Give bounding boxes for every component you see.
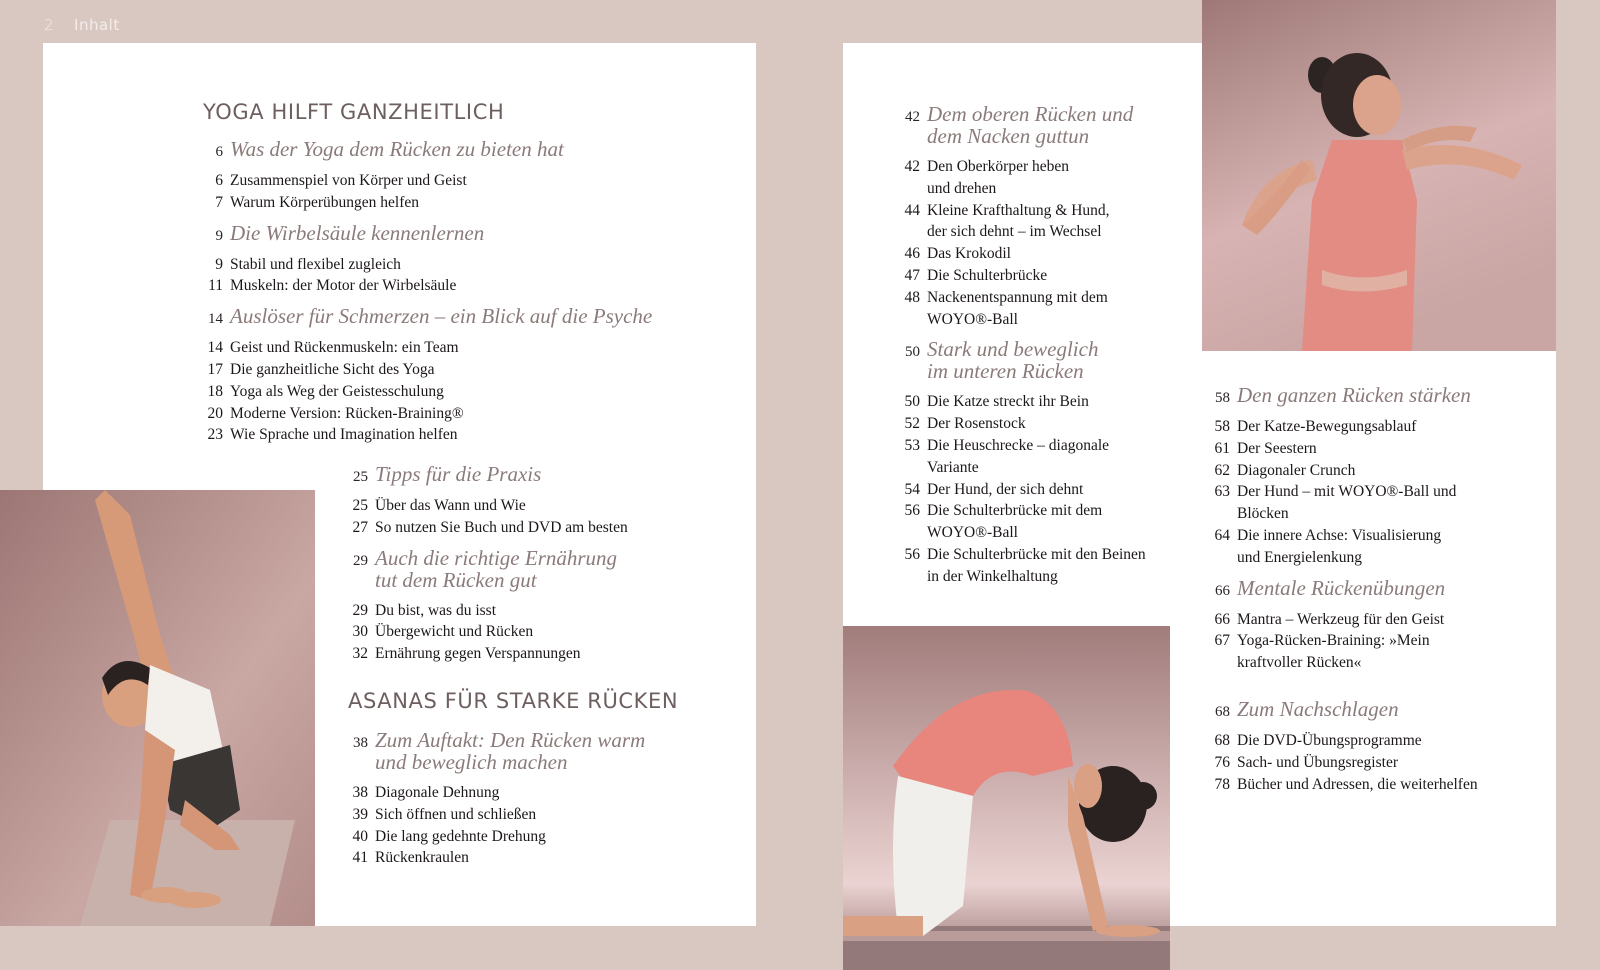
- chapter-title: Dem oberen Rücken und dem Nacken guttun: [927, 102, 1134, 148]
- chapter-page: 38: [353, 734, 368, 751]
- entry-page: 14: [207, 339, 223, 357]
- toc-entry[interactable]: [197, 424, 703, 446]
- entry-title: Stabil und flexibel zugleich: [230, 255, 401, 273]
- chapter-heading[interactable]: [1204, 577, 1524, 600]
- chapter-page: 25: [353, 469, 368, 485]
- entry-page: 44: [904, 201, 920, 219]
- entry-title: Der Rosenstock: [927, 415, 1026, 433]
- toc-entry[interactable]: [894, 156, 1184, 200]
- toc-entry[interactable]: [342, 495, 708, 517]
- entry-title: Der Katze-Bewegungsablauf: [1237, 418, 1417, 435]
- entry-title: Bücher und Adressen, die weiterhelfen: [1237, 775, 1478, 793]
- chapter-heading[interactable]: [1204, 698, 1524, 721]
- toc-entry[interactable]: [894, 243, 1184, 265]
- chapter-heading[interactable]: [342, 463, 708, 486]
- chapter-page: 29: [353, 552, 368, 569]
- toc-entry[interactable]: [894, 479, 1184, 501]
- entry-title: Die Heuschrecke – diagonale Variante: [927, 436, 1110, 476]
- entry-page: 58: [1214, 418, 1230, 435]
- entry-page: 9: [215, 255, 223, 273]
- entry-page: 30: [352, 623, 368, 641]
- entry-title: Der Hund, der sich dehnt: [927, 480, 1084, 498]
- chapter-heading[interactable]: [894, 338, 1184, 382]
- entry-title: Diagonaler Crunch: [1237, 461, 1356, 479]
- toc-entry[interactable]: [197, 254, 703, 276]
- entry-page: 39: [352, 805, 368, 823]
- entry-title: Der Hund – mit WOYO®-Ball und Blöcken: [1237, 483, 1457, 523]
- chapter-heading[interactable]: [894, 103, 1184, 147]
- chapter-title: Tipps für die Praxis: [375, 462, 542, 486]
- entry-page: 66: [1214, 610, 1230, 628]
- toc-entry[interactable]: [1204, 460, 1524, 482]
- chapter-page: 50: [905, 344, 920, 361]
- chapter-title: Was der Yoga dem Rücken zu bieten hat: [230, 137, 564, 161]
- entry-title: Nackenentspannung mit dem WOYO®-Ball: [927, 288, 1108, 328]
- woman-cat-pose-photo: [843, 626, 1170, 970]
- entry-page: 46: [904, 245, 920, 263]
- toc-entry[interactable]: [894, 391, 1184, 413]
- toc-entry[interactable]: [342, 847, 708, 869]
- entry-page: 25: [352, 497, 368, 514]
- toc-entry[interactable]: [1204, 609, 1524, 631]
- chapter-title: Die Wirbelsäule kennenlernen: [230, 220, 485, 245]
- entry-title: Übergewicht und Rücken: [375, 623, 534, 641]
- toc-entry[interactable]: [894, 413, 1184, 435]
- chapter-title: Mentale Rückenübungen: [1237, 575, 1446, 600]
- entry-title: Kleine Krafthaltung & Hund, der sich dehnt – im Wechsel: [927, 201, 1110, 241]
- entry-page: 32: [352, 645, 368, 663]
- entry-page: 56: [904, 502, 920, 520]
- entry-title: Die Katze streckt ihr Bein: [927, 393, 1089, 411]
- entry-page: 53: [904, 436, 920, 454]
- toc-entry[interactable]: [197, 337, 703, 359]
- toc-entry[interactable]: [197, 170, 703, 192]
- man-side-stretch-yoga-photo: [0, 490, 315, 926]
- entry-title: Rückenkraulen: [375, 849, 469, 867]
- chapter-heading[interactable]: [342, 729, 708, 773]
- entry-title: Die innere Achse: Visualisierung und Energielenkung: [1237, 526, 1442, 566]
- entry-title: Sach- und Übungsregister: [1237, 753, 1398, 771]
- entry-page: 68: [1214, 731, 1230, 749]
- chapter-page: 42: [905, 109, 920, 125]
- page-number: 2: [44, 16, 55, 34]
- toc-entry[interactable]: [894, 500, 1184, 544]
- entry-page: 48: [904, 288, 920, 306]
- entry-page: 62: [1214, 461, 1230, 479]
- entry-page: 64: [1214, 526, 1230, 544]
- toc-entry[interactable]: [1204, 416, 1524, 438]
- entry-page: 40: [352, 827, 368, 845]
- entry-title: Moderne Version: Rücken-Braining®: [230, 404, 464, 422]
- chapter-heading[interactable]: [197, 305, 703, 328]
- toc-right-column-1: [894, 103, 1184, 588]
- entry-page: 18: [207, 382, 223, 400]
- running-head-label: Inhalt: [74, 16, 120, 34]
- entry-page: 17: [207, 360, 223, 378]
- toc-entry[interactable]: [197, 403, 703, 425]
- entry-title: Yoga als Weg der Geistesschulung: [230, 382, 444, 400]
- entry-title: Die lang gedehnte Drehung: [375, 827, 546, 845]
- entry-page: 47: [904, 266, 920, 284]
- entry-title: Sich öffnen und schließen: [375, 805, 537, 823]
- entry-page: 76: [1214, 753, 1230, 771]
- toc-entry[interactable]: [894, 200, 1184, 244]
- toc-right-column-2: [1204, 384, 1524, 795]
- entry-page: 23: [207, 426, 223, 444]
- entry-page: 11: [208, 277, 223, 295]
- toc-entry[interactable]: [197, 275, 703, 297]
- part-title: YOGA HILFT GANZHEITLICH: [203, 100, 505, 124]
- toc-entry[interactable]: [342, 621, 708, 643]
- entry-page: 67: [1214, 632, 1230, 650]
- entry-title: Der Seestern: [1237, 439, 1317, 457]
- entry-page: 52: [904, 415, 920, 433]
- entry-title: Diagonale Dehnung: [375, 783, 500, 801]
- chapter-page: 14: [208, 311, 223, 328]
- woman-shoulder-rotation-photo: [1202, 0, 1556, 351]
- toc-entry[interactable]: [1204, 481, 1524, 525]
- entry-page: 56: [904, 545, 920, 563]
- entry-page: 41: [352, 849, 368, 867]
- entry-title: Die Schulterbrücke mit den Beinen in der Winkelhaltung: [927, 545, 1146, 585]
- entry-title: Die ganzheitliche Sicht des Yoga: [230, 360, 435, 378]
- entry-page: 50: [904, 393, 920, 411]
- toc-entry[interactable]: [1204, 630, 1524, 674]
- chapter-title: Zum Nachschlagen: [1237, 696, 1399, 721]
- toc-entry[interactable]: [197, 192, 703, 214]
- entry-title: So nutzen Sie Buch und DVD am besten: [375, 518, 628, 536]
- toc-entry[interactable]: [342, 782, 708, 804]
- entry-title: Das Krokodil: [927, 245, 1011, 263]
- chapter-title: Auch die richtige Ernährung tut dem Rücken gut: [375, 545, 618, 592]
- entry-page: 6: [215, 172, 223, 189]
- entry-title: Du bist, was du isst: [375, 601, 496, 619]
- entry-page: 54: [904, 480, 920, 498]
- toc-entry[interactable]: [342, 643, 708, 665]
- entry-page: 20: [207, 404, 223, 422]
- chapter-title: Zum Auftakt: Den Rücken warm und beweglich machen: [375, 727, 646, 774]
- entry-page: 78: [1214, 775, 1230, 793]
- toc-part-yoga-hilft-continued: [348, 463, 708, 869]
- toc-entry[interactable]: [1204, 730, 1524, 752]
- chapter-page: 58: [1215, 390, 1230, 406]
- entry-title: Die Schulterbrücke mit dem WOYO®-Ball: [927, 502, 1103, 542]
- toc-entry[interactable]: [342, 600, 708, 622]
- toc-entry[interactable]: [342, 826, 708, 848]
- entry-title: Mantra – Werkzeug für den Geist: [1237, 610, 1445, 628]
- toc-entry[interactable]: [1204, 752, 1524, 774]
- toc-entry[interactable]: [342, 517, 708, 539]
- entry-page: 38: [352, 783, 368, 801]
- part-title: ASANAS FÜR STARKE RÜCKEN: [348, 688, 679, 713]
- entry-title: Zusammenspiel von Körper und Geist: [230, 172, 467, 189]
- entry-page: 63: [1214, 483, 1230, 501]
- entry-title: Muskeln: der Motor der Wirbelsäule: [230, 277, 457, 295]
- chapter-title: Auslöser für Schmerzen – ein Blick auf die Psyche: [230, 304, 653, 329]
- entry-title: Die DVD-Übungsprogramme: [1237, 731, 1422, 749]
- entry-title: Yoga-Rücken-Braining: »Mein kraftvoller Rücken«: [1237, 632, 1430, 672]
- toc-entry[interactable]: [342, 804, 708, 826]
- toc-entry[interactable]: [197, 381, 703, 403]
- entry-page: 27: [352, 518, 368, 536]
- chapter-page: 68: [1215, 703, 1230, 720]
- chapter-title: Stark und beweglich im unteren Rücken: [927, 337, 1099, 384]
- entry-page: 29: [352, 601, 368, 619]
- entry-title: Geist und Rückenmuskeln: ein Team: [230, 339, 459, 357]
- entry-page: 42: [904, 158, 920, 175]
- entry-page: 7: [215, 193, 223, 211]
- toc-entry[interactable]: [1204, 774, 1524, 796]
- entry-title: Ernährung gegen Verspannungen: [375, 645, 581, 663]
- chapter-page: 6: [215, 144, 223, 160]
- chapter-title: Den ganzen Rücken stärken: [1237, 383, 1471, 407]
- running-head: [44, 16, 120, 34]
- toc-entry[interactable]: [197, 359, 703, 381]
- toc-entry[interactable]: [894, 287, 1184, 331]
- chapter-heading[interactable]: [197, 222, 703, 245]
- entry-title: Den Oberkörper heben und drehen: [927, 158, 1070, 197]
- entry-page: 61: [1214, 439, 1230, 457]
- toc-entry[interactable]: [894, 265, 1184, 287]
- toc-entry[interactable]: [1204, 525, 1524, 569]
- entry-title: Über das Wann und Wie: [375, 497, 526, 514]
- entry-title: Wie Sprache und Imagination helfen: [230, 426, 458, 444]
- toc-entry[interactable]: [1204, 438, 1524, 460]
- chapter-heading[interactable]: [1204, 384, 1524, 407]
- chapter-heading[interactable]: [197, 138, 703, 161]
- toc-part-yoga-hilft: [203, 100, 703, 446]
- toc-entry[interactable]: [894, 544, 1184, 588]
- chapter-heading[interactable]: [342, 547, 708, 591]
- entry-title: Die Schulterbrücke: [927, 266, 1048, 284]
- chapter-page: 9: [215, 227, 223, 244]
- chapter-page: 66: [1215, 582, 1230, 599]
- toc-entry[interactable]: [894, 435, 1184, 479]
- entry-title: Warum Körperübungen helfen: [230, 193, 419, 211]
